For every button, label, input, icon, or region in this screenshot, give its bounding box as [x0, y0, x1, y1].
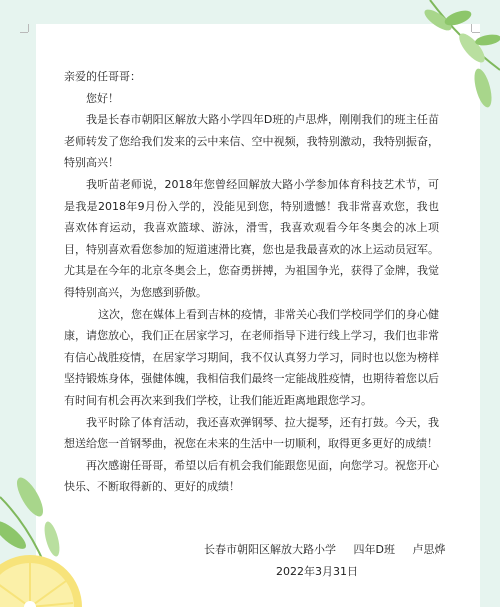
paragraph: 我听苗老师说，2018年您曾经回解放大路小学参加体育科技艺术节，可是我是2018年9月份入学的，没能见到您，特别遗憾！我非常喜欢您，我也喜欢体育运动，我喜欢篮球、游泳，滑雪，我喜欢观看今年冬奥会的冰上项目，特别喜欢看您参加的短道速滑比赛，您也是我最喜欢的冰上运动员冠军。尤其是在今年的北京冬奥会上，您奋勇拼搏，为祖国争光，获得了金牌，我觉得特别高兴，为您感到骄傲。 — [64, 177, 439, 299]
salutation: 亲爱的任哥哥： — [64, 70, 141, 83]
signature-school: 长春市朝阳区解放大路小学 — [204, 543, 336, 556]
paragraph: 再次感谢任哥哥，希望以后有机会我们能跟您见面，向您学习。祝您开心快乐、不断取得新的、更好的成绩！ — [64, 458, 439, 494]
signature — [204, 541, 459, 557]
signature-class: 四年D班 — [353, 543, 395, 556]
letter-date: 2022年3月31日 — [276, 565, 358, 578]
page-corner-mark-left — [20, 24, 28, 33]
paragraph: 我是长春市朝阳区解放大路小学四年D班的卢思烨，刚刚我们的班主任苗老师转发了您给我们发来的云中来信、空中视频，我特别激动，我特别振奋，特别高兴！ — [64, 113, 439, 170]
paragraph: 这次，您在媒体上看到吉林的疫情，非常关心我们学校同学们的身心健康，请您放心，我们正在居家学习，在老师指导下进行线上学习，我们也非常有信心战胜疫情，在居家学习期间，我不仅认真努力学习，同时也以您为榜样坚持锻炼身体，强健体魄，我相信我们最终一定能战胜疫情，也期待着您以后有时间有机会再次来到我们学校，让我们能近距离地跟您学习。 — [64, 307, 439, 407]
letter-body — [64, 66, 439, 498]
greeting: 您好！ — [86, 91, 119, 105]
paragraph: 我平时除了体育活动，我还喜欢弹钢琴、拉大提琴，还有打鼓。今天，我想送给您一首钢琴曲，祝您在未来的生活中一切顺利，取得更多更好的成绩！ — [64, 415, 439, 451]
signature-name: 卢思烨 — [412, 543, 446, 556]
